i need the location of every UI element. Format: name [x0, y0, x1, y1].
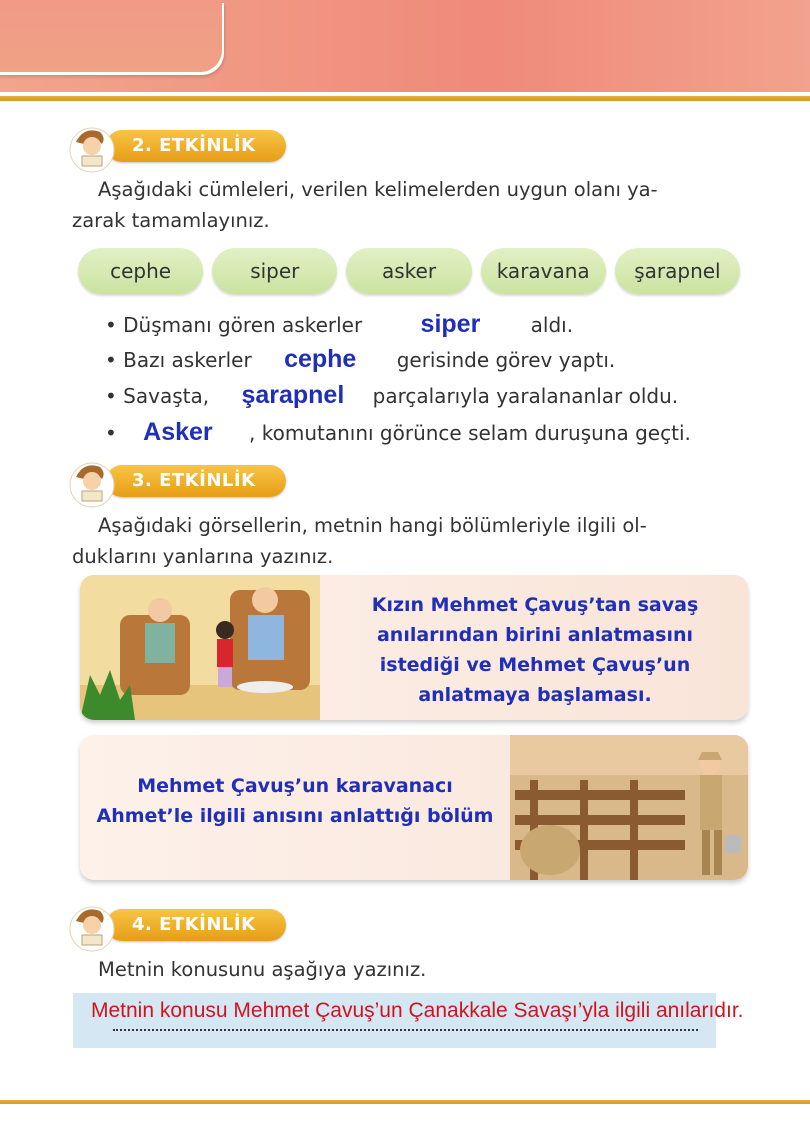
sentence-4 [105, 418, 691, 447]
word-bank [78, 248, 740, 294]
dotted-writing-line [113, 1029, 698, 1031]
filled-answer: siper [420, 310, 481, 338]
soldiers-in-trench-illustration [510, 735, 748, 880]
sentence-1 [105, 310, 573, 339]
match-card-1 [80, 575, 748, 720]
match-card-2 [80, 735, 748, 880]
activity-4-badge [66, 905, 291, 945]
activity-2-instruction-2: zarak tamamlayınız. [72, 209, 270, 232]
word-pill: asker [346, 248, 471, 294]
filled-answer: Asker [143, 418, 213, 446]
card-1-line: anlatmaya başlaması. [418, 684, 652, 706]
sentence-text: • [105, 421, 117, 445]
sentence-text: parçalarıyla yaralananlar oldu. [372, 384, 679, 408]
word-pill: siper [212, 248, 337, 294]
card-2-line: Ahmet’le ilgili anısını anlattığı bölüm [96, 805, 494, 827]
sentence-text: • Düşmanı gören askerler [105, 313, 363, 337]
card-2-line: Mehmet Çavuş’un karavanacı [137, 775, 453, 797]
activity-3-instruction-2: duklarını yanlarına yazınız. [72, 545, 334, 568]
sentence-text: , komutanını görünce selam duruşuna geçti. [249, 421, 691, 445]
card-1-line: anılarından birini anlatmasını [376, 624, 694, 646]
activity-4-instruction: Metnin konusunu aşağıya yazınız. [98, 958, 427, 981]
grandfather-and-girl-illustration [80, 575, 320, 720]
written-answer: Metnin konusu Mehmet Çavuş’un Çanakkale Savaşı’yla ilgili anılarıdır. [91, 999, 744, 1022]
girl-reading-icon [66, 901, 118, 953]
sentence-2 [105, 345, 615, 374]
header-tab [0, 0, 222, 72]
activity-3-instruction-1: Aşağıdaki görsellerin, metnin hangi bölümleriyle ilgili ol- [98, 514, 647, 537]
sentence-text: • Savaşta, [105, 384, 210, 408]
activity-2-instruction-1: Aşağıdaki cümleleri, verilen kelimelerden uygun olanı ya- [98, 178, 658, 201]
activity-2-title: 2. ETKİNLİK [132, 135, 256, 156]
footer-divider [0, 1100, 810, 1104]
card-1-line: Kızın Mehmet Çavuş’tan savaş [371, 594, 699, 616]
girl-reading-icon [66, 457, 118, 509]
word-pill: cephe [78, 248, 203, 294]
activity-4-title: 4. ETKİNLİK [132, 914, 256, 935]
card-1-line: istediği ve Mehmet Çavuş’un [379, 654, 691, 676]
header-divider [0, 96, 810, 101]
sentence-text: gerisinde görev yaptı. [396, 348, 616, 372]
filled-answer: cephe [284, 345, 357, 373]
activity-2-badge [66, 126, 291, 166]
sentence-text: • Bazı askerler [105, 348, 252, 372]
girl-reading-icon [66, 122, 118, 174]
sentence-text: aldı. [530, 313, 574, 337]
word-pill: karavana [481, 248, 606, 294]
answer-box [73, 993, 744, 1048]
activity-3-title: 3. ETKİNLİK [132, 470, 256, 491]
filled-answer: şarapnel [241, 381, 345, 409]
sentence-3 [105, 381, 678, 410]
activity-3-badge [66, 461, 291, 501]
word-pill: şarapnel [615, 248, 740, 294]
